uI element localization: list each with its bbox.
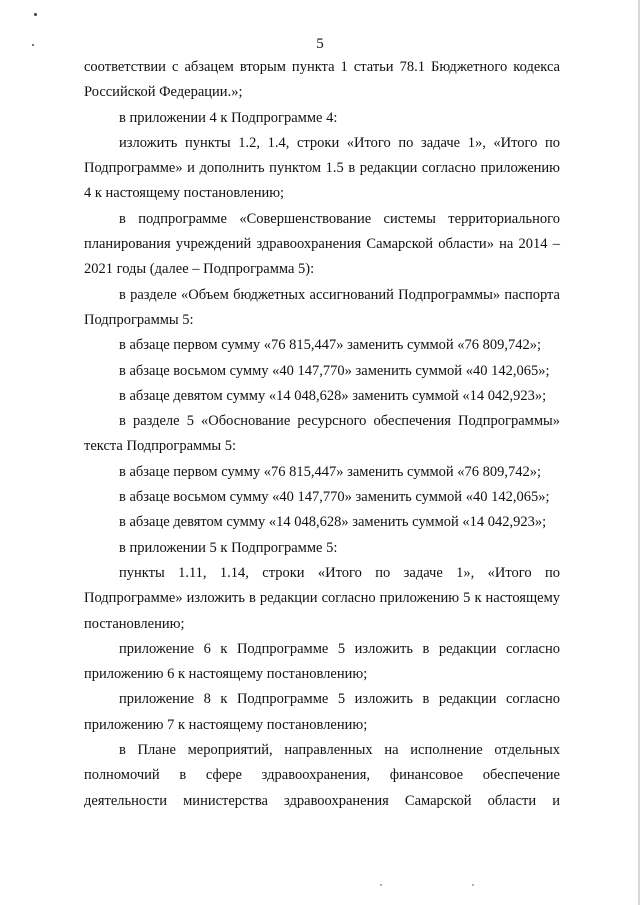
document-paragraph: в приложении 4 к Подпрограмме 4: [119,109,338,126]
scan-speck [34,13,37,16]
document-paragraph: приложение 8 к Подпрограмме 5 изложить в редакции согласно приложению 7 к настоящему постановлению; [84,691,560,733]
document-paragraph: в абзаце девятом сумму «14 048,628» заменить суммой «14 042,923»; [119,387,547,404]
document-paragraph: в абзаце девятом сумму «14 048,628» заменить суммой «14 042,923»; [119,514,547,531]
scan-speck [380,884,382,886]
page-number: 5 [316,36,324,52]
document-paragraph: в абзаце первом сумму «76 815,447» заменить суммой «76 809,742»; [119,337,542,354]
document-body [84,55,560,814]
scan-speck [472,884,474,886]
document-paragraph: в абзаце восьмом сумму «40 147,770» заменить суммой «40 142,065»; [119,362,550,379]
document-paragraph: изложить пункты 1.2, 1.4, строки «Итого по задаче 1», «Итого по Подпрограмме» и дополнить пунктом 1.5 в редакции согласно приложению 4 к настоящему постановлению; [84,134,560,202]
document-paragraph: в разделе «Объем бюджетных ассигнований Подпрограммы» паспорта Подпрограммы 5: [84,286,560,328]
document-paragraph: в абзаце восьмом сумму «40 147,770» заменить суммой «40 142,065»; [119,489,550,506]
document-paragraph: в разделе 5 «Обоснование ресурсного обеспечения Подпрограммы» текста Подпрограммы 5: [84,413,560,455]
document-paragraph: в приложении 5 к Подпрограмме 5: [119,539,338,556]
document-paragraph: в Плане мероприятий, направленных на исполнение отдельных полномочий в сфере здравоохранения, финансовое обеспечение деятельности министерства здравоохранения Самарской области и [84,742,560,809]
document-paragraph: пункты 1.11, 1.14, строки «Итого по задаче 1», «Итого по Подпрограмме» изложить в редакции согласно приложению 5 к настоящему постановлению; [84,564,560,632]
document-paragraph: в абзаце первом сумму «76 815,447» заменить суммой «76 809,742»; [119,463,542,480]
document-paragraph: в подпрограмме «Совершенствование системы территориального планирования учреждений здравоохранения Самарской области» на 2014 – 2021 годы (далее – Подпрограмма 5): [84,210,560,278]
document-paragraph: соответствии с абзацем вторым пункта 1 статьи 78.1 Бюджетного кодекса Российской Федерации.»; [84,59,560,101]
document-paragraph: приложение 6 к Подпрограмме 5 изложить в редакции согласно приложению 6 к настоящему постановлению; [84,640,560,683]
